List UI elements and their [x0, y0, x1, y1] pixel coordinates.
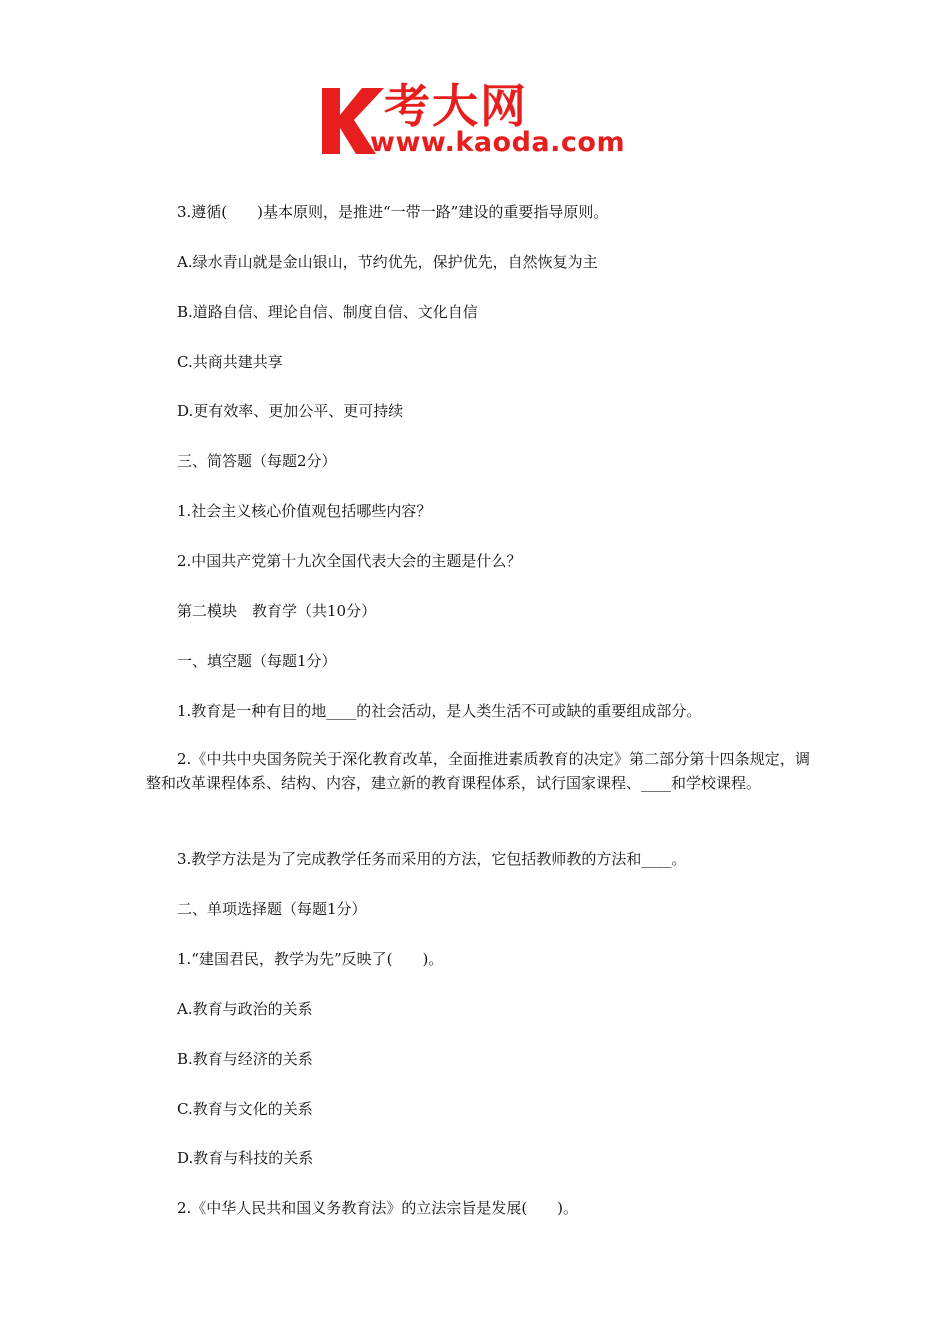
kaoda-logo	[318, 79, 638, 162]
option-a: A.绿水青山就是金山银山，节约优先，保护优先，自然恢复为主	[177, 253, 598, 271]
single-choice-question-2: 2.《中华人民共和国义务教育法》的立法宗旨是发展( )。	[177, 1199, 579, 1217]
question-3-stem: 3.遵循( )基本原则，是推进“一带一路”建设的重要指导原则。	[177, 203, 609, 221]
option-d: D.更有效率、更加公平、更可持续	[177, 402, 404, 420]
short-answer-question-2: 2.中国共产党第十九次全国代表大会的主题是什么？	[177, 552, 522, 570]
choice-option-c: C.教育与文化的关系	[177, 1100, 313, 1118]
fill-blank-question-2: 2.《中共中央国务院关于深化教育改革，全面推进素质教育的决定》第二部分第十四条规定，调整和改革课程体系、结构、内容，建立新的教育课程体系，试行国家课程、____和学校课程。	[146, 750, 810, 792]
option-b: B.道路自信、理论自信、制度自信、文化自信	[177, 303, 478, 321]
section-heading-fill-blank: 一、填空题（每题1分）	[177, 652, 337, 670]
choice-option-b: B.教育与经济的关系	[177, 1050, 313, 1068]
single-choice-question-1: 1.“建国君民，教学为先”反映了( )。	[177, 950, 444, 968]
option-c: C.共商共建共享	[177, 353, 283, 371]
short-answer-question-1: 1.社会主义核心价值观包括哪些内容？	[177, 502, 432, 520]
logo-url-text: www.kaoda.com	[370, 127, 626, 158]
fill-blank-question-3: 3.教学方法是为了完成教学任务而采用的方法，它包括教师教的方法和____。	[177, 850, 687, 868]
choice-option-d: D.教育与科技的关系	[177, 1149, 314, 1167]
module-heading: 第二模块 教育学（共10分）	[177, 602, 377, 620]
choice-option-a: A.教育与政治的关系	[177, 1000, 313, 1018]
logo-brand-text: 考大网	[384, 79, 528, 133]
fill-blank-question-1: 1.教育是一种有目的地____的社会活动，是人类生活不可或缺的重要组成部分。	[177, 702, 702, 720]
section-heading-short-answer: 三、简答题（每题2分）	[177, 452, 337, 470]
section-heading-single-choice: 二、单项选择题（每题1分）	[177, 900, 367, 918]
